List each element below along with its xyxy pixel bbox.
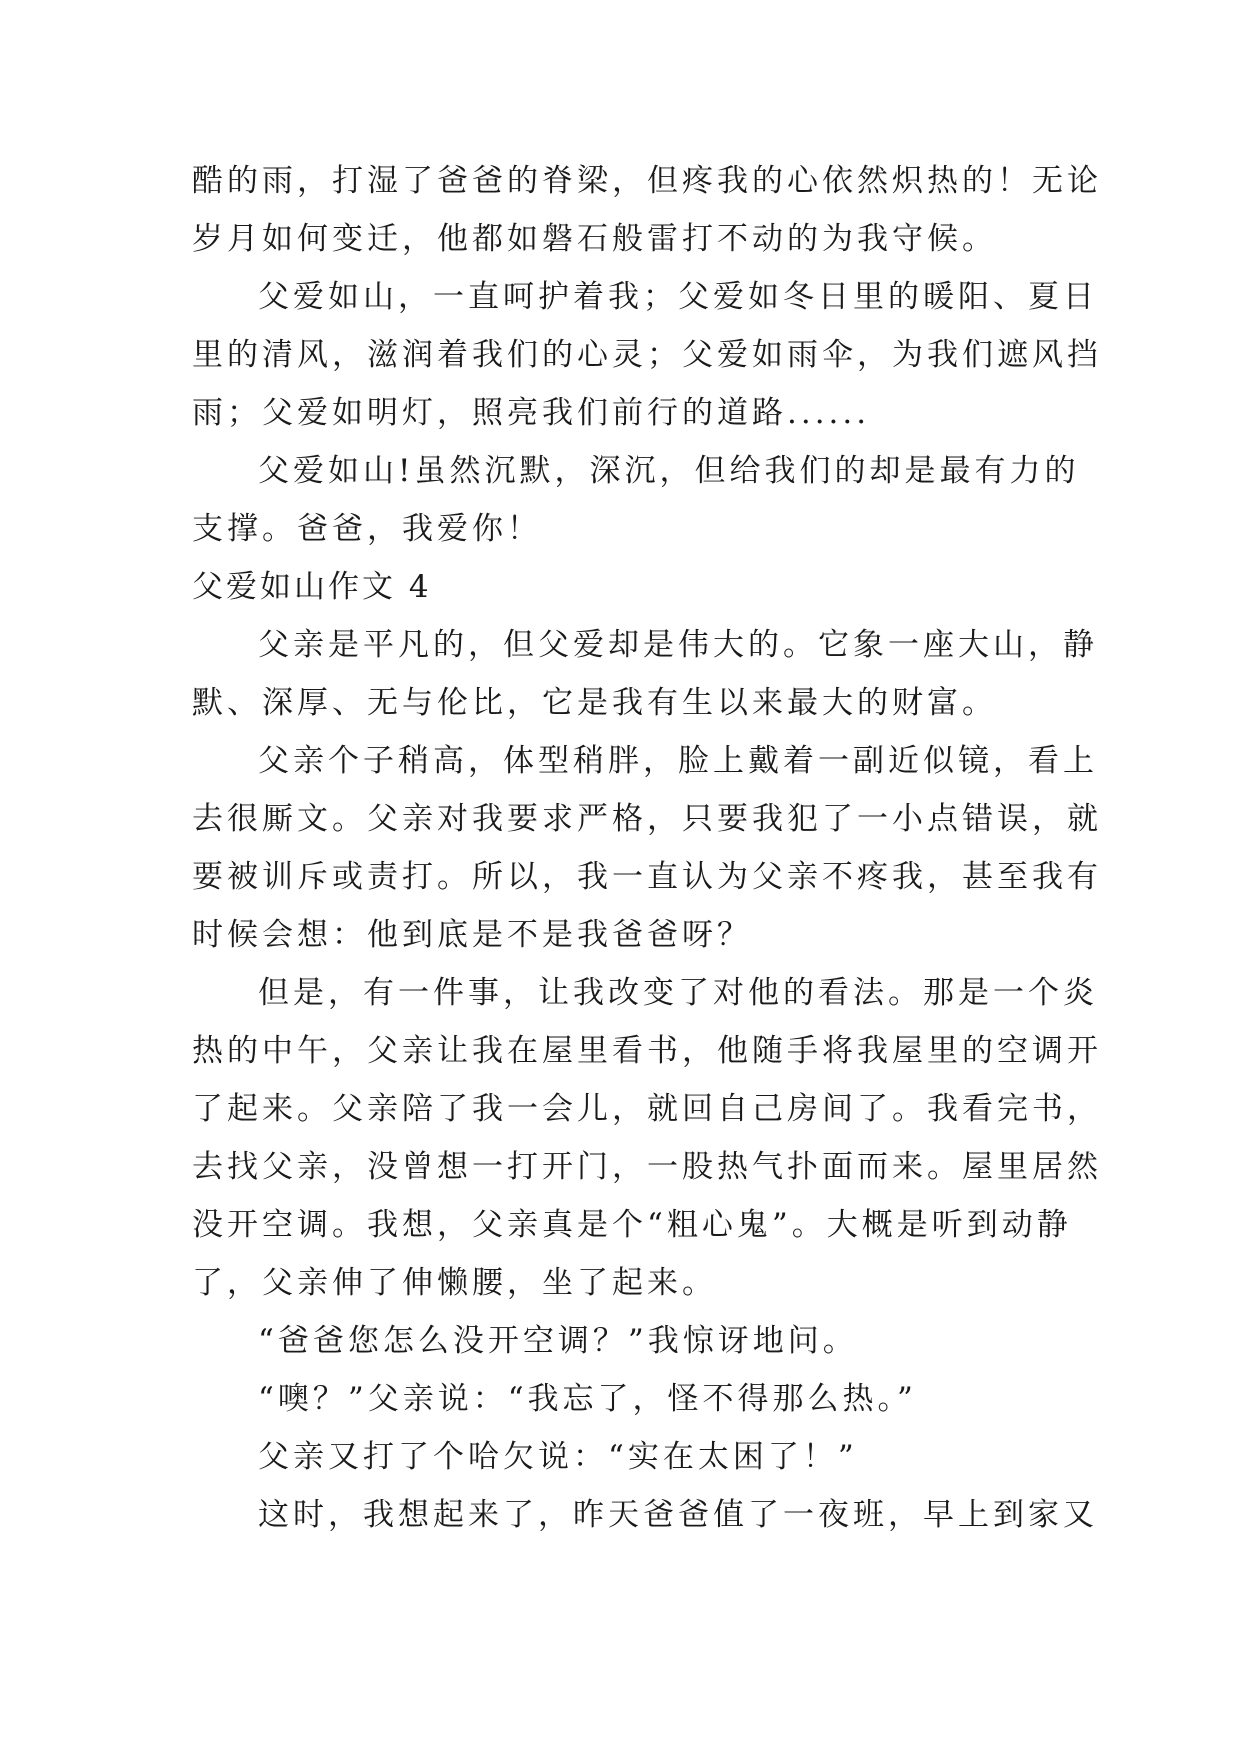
text-line: 了，父亲伸了伸懒腰，坐了起来。 (192, 1265, 717, 1301)
dialogue-line: “噢？”父亲说：“我忘了，怪不得那么热。” (258, 1381, 917, 1417)
text-line: 雨；父爱如明灯，照亮我们前行的道路...... (192, 395, 871, 431)
section-title: 父爱如山作文 4 (192, 569, 432, 605)
dialogue-line: 父亲又打了个哈欠说：“实在太困了！” (258, 1439, 858, 1475)
text-line: 去找父亲，没曾想一打开门，一股热气扑面而来。屋里居然 (192, 1149, 1102, 1185)
paragraph-start: 但是，有一件事，让我改变了对他的看法。那是一个炎 (258, 975, 1098, 1011)
text-line: 没开空调。我想，父亲真是个“粗心鬼”。大概是听到动静 (192, 1207, 1072, 1243)
text-line: 支撑。爸爸，我爱你！ (192, 511, 542, 547)
paragraph-start: 父爱如山!虽然沉默，深沉，但给我们的却是最有力的 (258, 453, 1080, 489)
text-line: 岁月如何变迁，他都如磐石般雷打不动的为我守候。 (192, 221, 997, 257)
document-body (192, 152, 1102, 1544)
paragraph-start: 父亲个子稍高，体型稍胖，脸上戴着一副近似镜，看上 (258, 743, 1098, 779)
text-line: 热的中午，父亲让我在屋里看书，他随手将我屋里的空调开 (192, 1033, 1102, 1069)
text-line: 要被训斥或责打。所以，我一直认为父亲不疼我，甚至我有 (192, 859, 1102, 895)
dialogue-line: “爸爸您怎么没开空调？”我惊讶地问。 (258, 1323, 858, 1359)
text-line: 默、深厚、无与伦比，它是我有生以来最大的财富。 (192, 685, 997, 721)
paragraph-start: 这时，我想起来了，昨天爸爸值了一夜班，早上到家又 (258, 1497, 1098, 1533)
text-line: 酷的雨，打湿了爸爸的脊梁，但疼我的心依然炽热的！无论 (192, 163, 1102, 199)
paragraph-start: 父亲是平凡的，但父爱却是伟大的。它象一座大山，静 (258, 627, 1098, 663)
text-line: 里的清风，滋润着我们的心灵；父爱如雨伞，为我们遮风挡 (192, 337, 1102, 373)
text-line: 去很厮文。父亲对我要求严格，只要我犯了一小点错误，就 (192, 801, 1102, 837)
text-line: 时候会想：他到底是不是我爸爸呀？ (192, 917, 752, 953)
text-line: 了起来。父亲陪了我一会儿，就回自己房间了。我看完书， (192, 1091, 1102, 1127)
paragraph-start: 父爱如山，一直呵护着我；父爱如冬日里的暖阳、夏日 (258, 279, 1098, 315)
